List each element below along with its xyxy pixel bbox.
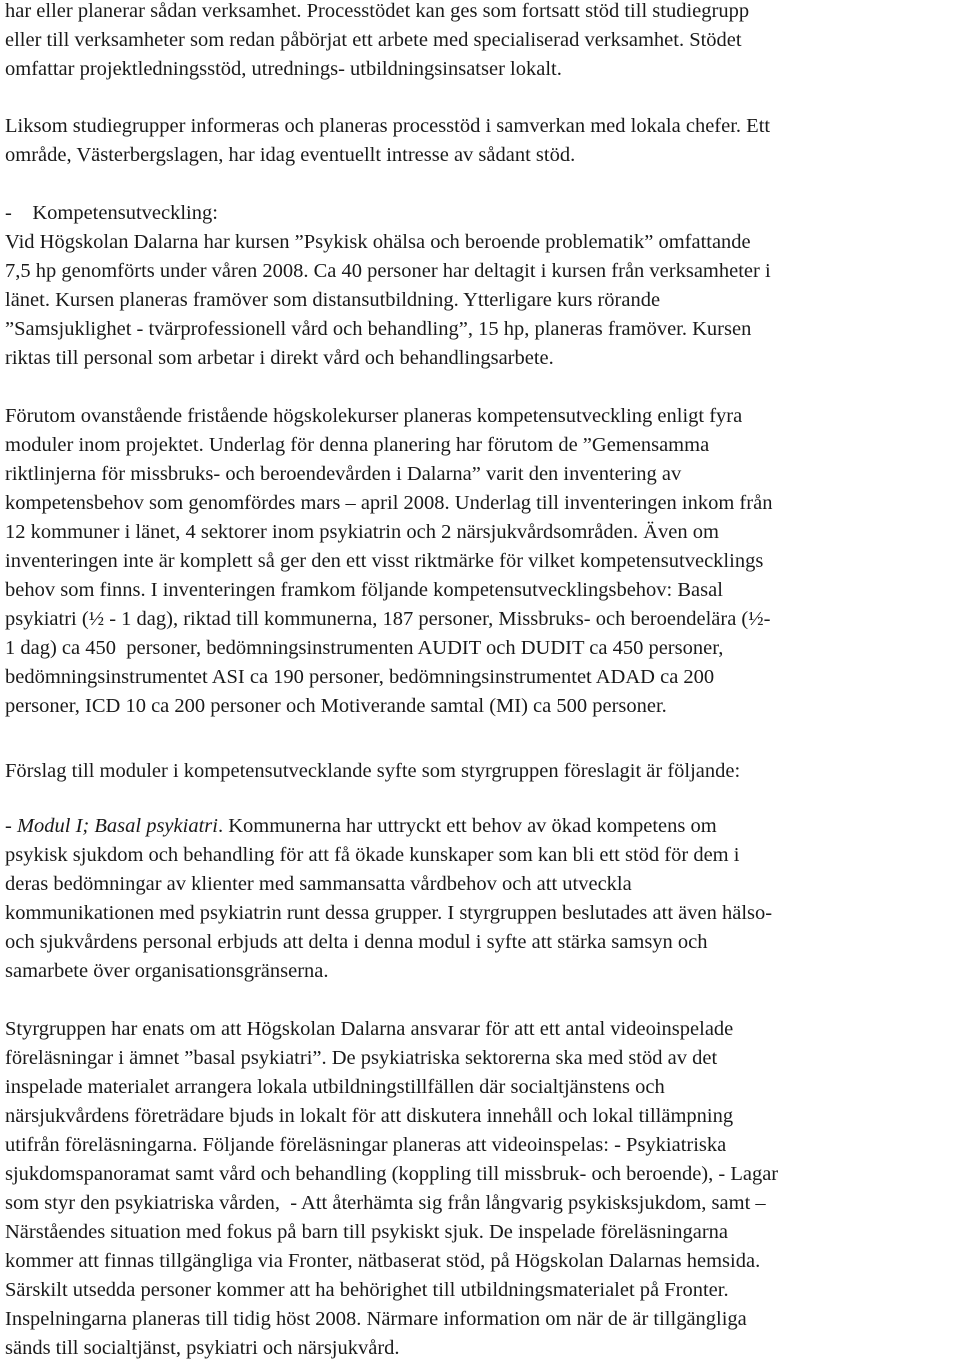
text-line: personer, ICD 10 ca 200 personer och Motiverande samtal (MI) ca 500 personer. xyxy=(5,695,667,717)
text-line: har eller planerar sådan verksamhet. Processtödet kan ges som fortsatt stöd till studiegrupp xyxy=(5,0,750,22)
text-line: kompetensbehov som genomfördes mars – april 2008. Underlag till inventeringen inkom från xyxy=(5,492,773,514)
text-line: närsjukvårdens företrädare bjuds in lokalt för att diskutera innehåll och lokal tillämpning xyxy=(5,1105,734,1127)
paragraph-module-proposal xyxy=(5,757,960,786)
text-line: moduler inom projektet. Underlag för denna planering har förutom de ”Gemensamma xyxy=(5,434,710,456)
paragraph-modules-inventory xyxy=(5,402,960,721)
text-line: och sjukvårdens personal erbjuds att delta i denna modul i syfte att stärka samsyn och xyxy=(5,931,708,953)
text-line: deras bedömningar av klienter med sammansatta vårdbehov och att utveckla xyxy=(5,873,632,895)
text-line: område, Västerbergslagen, har idag eventuellt intresse av sådant stöd. xyxy=(5,144,576,166)
text-line: Förslag till moduler i kompetensutvecklande syfte som styrgruppen föreslagit är följande: xyxy=(5,760,741,782)
text-line: inspelade materialet arrangera lokala utbildningstillfällen där socialtjänstens och xyxy=(5,1076,665,1098)
text-line: kommunikationen med psykiatrin runt dessa grupper. I styrgruppen beslutades att även hälso- xyxy=(5,902,773,924)
text-line: Närståendes situation med fokus på barn till psykiskt sjuk. De inspelade föreläsningarna xyxy=(5,1221,729,1243)
paragraph-study-groups xyxy=(5,112,960,170)
text-line: Styrgruppen har enats om att Högskolan Dalarna ansvarar för att ett antal videoinspelade xyxy=(5,1018,734,1040)
text-line: sänds till socialtjänst, psykiatri och närsjukvård. xyxy=(5,1337,400,1359)
text-line: Särskilt utsedda personer kommer att ha behörighet till utbildningsmaterialet på Fronter. xyxy=(5,1279,729,1301)
module-title: - Modul I; Basal psykiatri xyxy=(5,815,218,837)
text-line: psykisk sjukdom och behandling för att få ökade kunskaper som kan bli ett stöd för dem i xyxy=(5,844,740,866)
text-line: sjukdomspanoramat samt vård och behandling (koppling till missbruk- och beroende), - Lagar xyxy=(5,1163,779,1185)
text-line: psykiatri (½ - 1 dag), riktad till kommunerna, 187 personer, Missbruks- och beroendelära (½- xyxy=(5,608,771,630)
text-line: 7,5 hp genomförts under våren 2008. Ca 40 personer har deltagit i kursen från verksamheter i xyxy=(5,260,771,282)
text-line: samarbete över organisationsgränserna. xyxy=(5,960,329,982)
text-line: inventeringen inte är komplett så ger den ett visst riktmärke för vilket kompetensutvecklings xyxy=(5,550,764,572)
section-competence-development xyxy=(5,199,960,373)
paragraph-process-support xyxy=(5,0,960,84)
text-line: som styr den psykiatriska vården, - Att återhämta sig från långvarig psykisksjukdom, samt – xyxy=(5,1192,766,1214)
text-line: 12 kommuner i länet, 4 sektorer inom psykiatrin och 2 närsjukvårdsområden. Även om xyxy=(5,521,719,543)
text-line xyxy=(5,812,960,841)
section-heading: - Kompetensutveckling: xyxy=(5,202,218,224)
text-line: bedömningsinstrumentet ASI ca 190 personer, bedömningsinstrumentet ADAD ca 200 xyxy=(5,666,715,688)
text-line: utifrån föreläsningarna. Följande föreläsningar planeras att videoinspelas: - Psykiatriska xyxy=(5,1134,727,1156)
text-line: 1 dag) ca 450 personer, bedömningsinstrumenten AUDIT och DUDIT ca 450 personer, xyxy=(5,637,724,659)
text-line: riktas till personal som arbetar i direkt vård och behandlingsarbete. xyxy=(5,347,554,369)
text-line: omfattar projektledningsstöd, utrednings- utbildningsinsatser lokalt. xyxy=(5,58,562,80)
text-run: . Kommunerna har uttryckt ett behov av ökad kompetens om xyxy=(217,815,717,837)
text-line: eller till verksamheter som redan påbörjat ett arbete med specialiserad verksamhet. Stödet xyxy=(5,29,742,51)
text-line: föreläsningar i ämnet ”basal psykiatri”. De psykiatriska sektorerna ska med stöd av det xyxy=(5,1047,718,1069)
text-line: länet. Kursen planeras framöver som distansutbildning. Ytterligare kurs rörande xyxy=(5,289,661,311)
text-line: riktlinjerna för missbruks- och beroendevården i Dalarna” varit den inventering av xyxy=(5,463,682,485)
text-line: Förutom ovanstående fristående högskolekurser planeras kompetensutveckling enligt fyra xyxy=(5,405,743,427)
paragraph-module-one xyxy=(5,812,960,986)
text-line: Vid Högskolan Dalarna har kursen ”Psykisk ohälsa och beroende problematik” omfattande xyxy=(5,231,751,253)
text-line: kommer att finnas tillgängliga via Fronter, nätbaserat stöd, på Högskolan Dalarnas hemsida. xyxy=(5,1250,761,1272)
text-line: Inspelningarna planeras till tidig höst 2008. Närmare information om när de är tillgängliga xyxy=(5,1308,747,1330)
text-line: Liksom studiegrupper informeras och planeras processtöd i samverkan med lokala chefer. Ett xyxy=(5,115,771,137)
text-line: ”Samsjuklighet - tvärprofessionell vård och behandling”, 15 hp, planeras framöver. Kursen xyxy=(5,318,752,340)
text-line: behov som finns. I inventeringen framkom följande kompetensutvecklingsbehov: Basal xyxy=(5,579,723,601)
paragraph-video-lectures xyxy=(5,1015,960,1363)
